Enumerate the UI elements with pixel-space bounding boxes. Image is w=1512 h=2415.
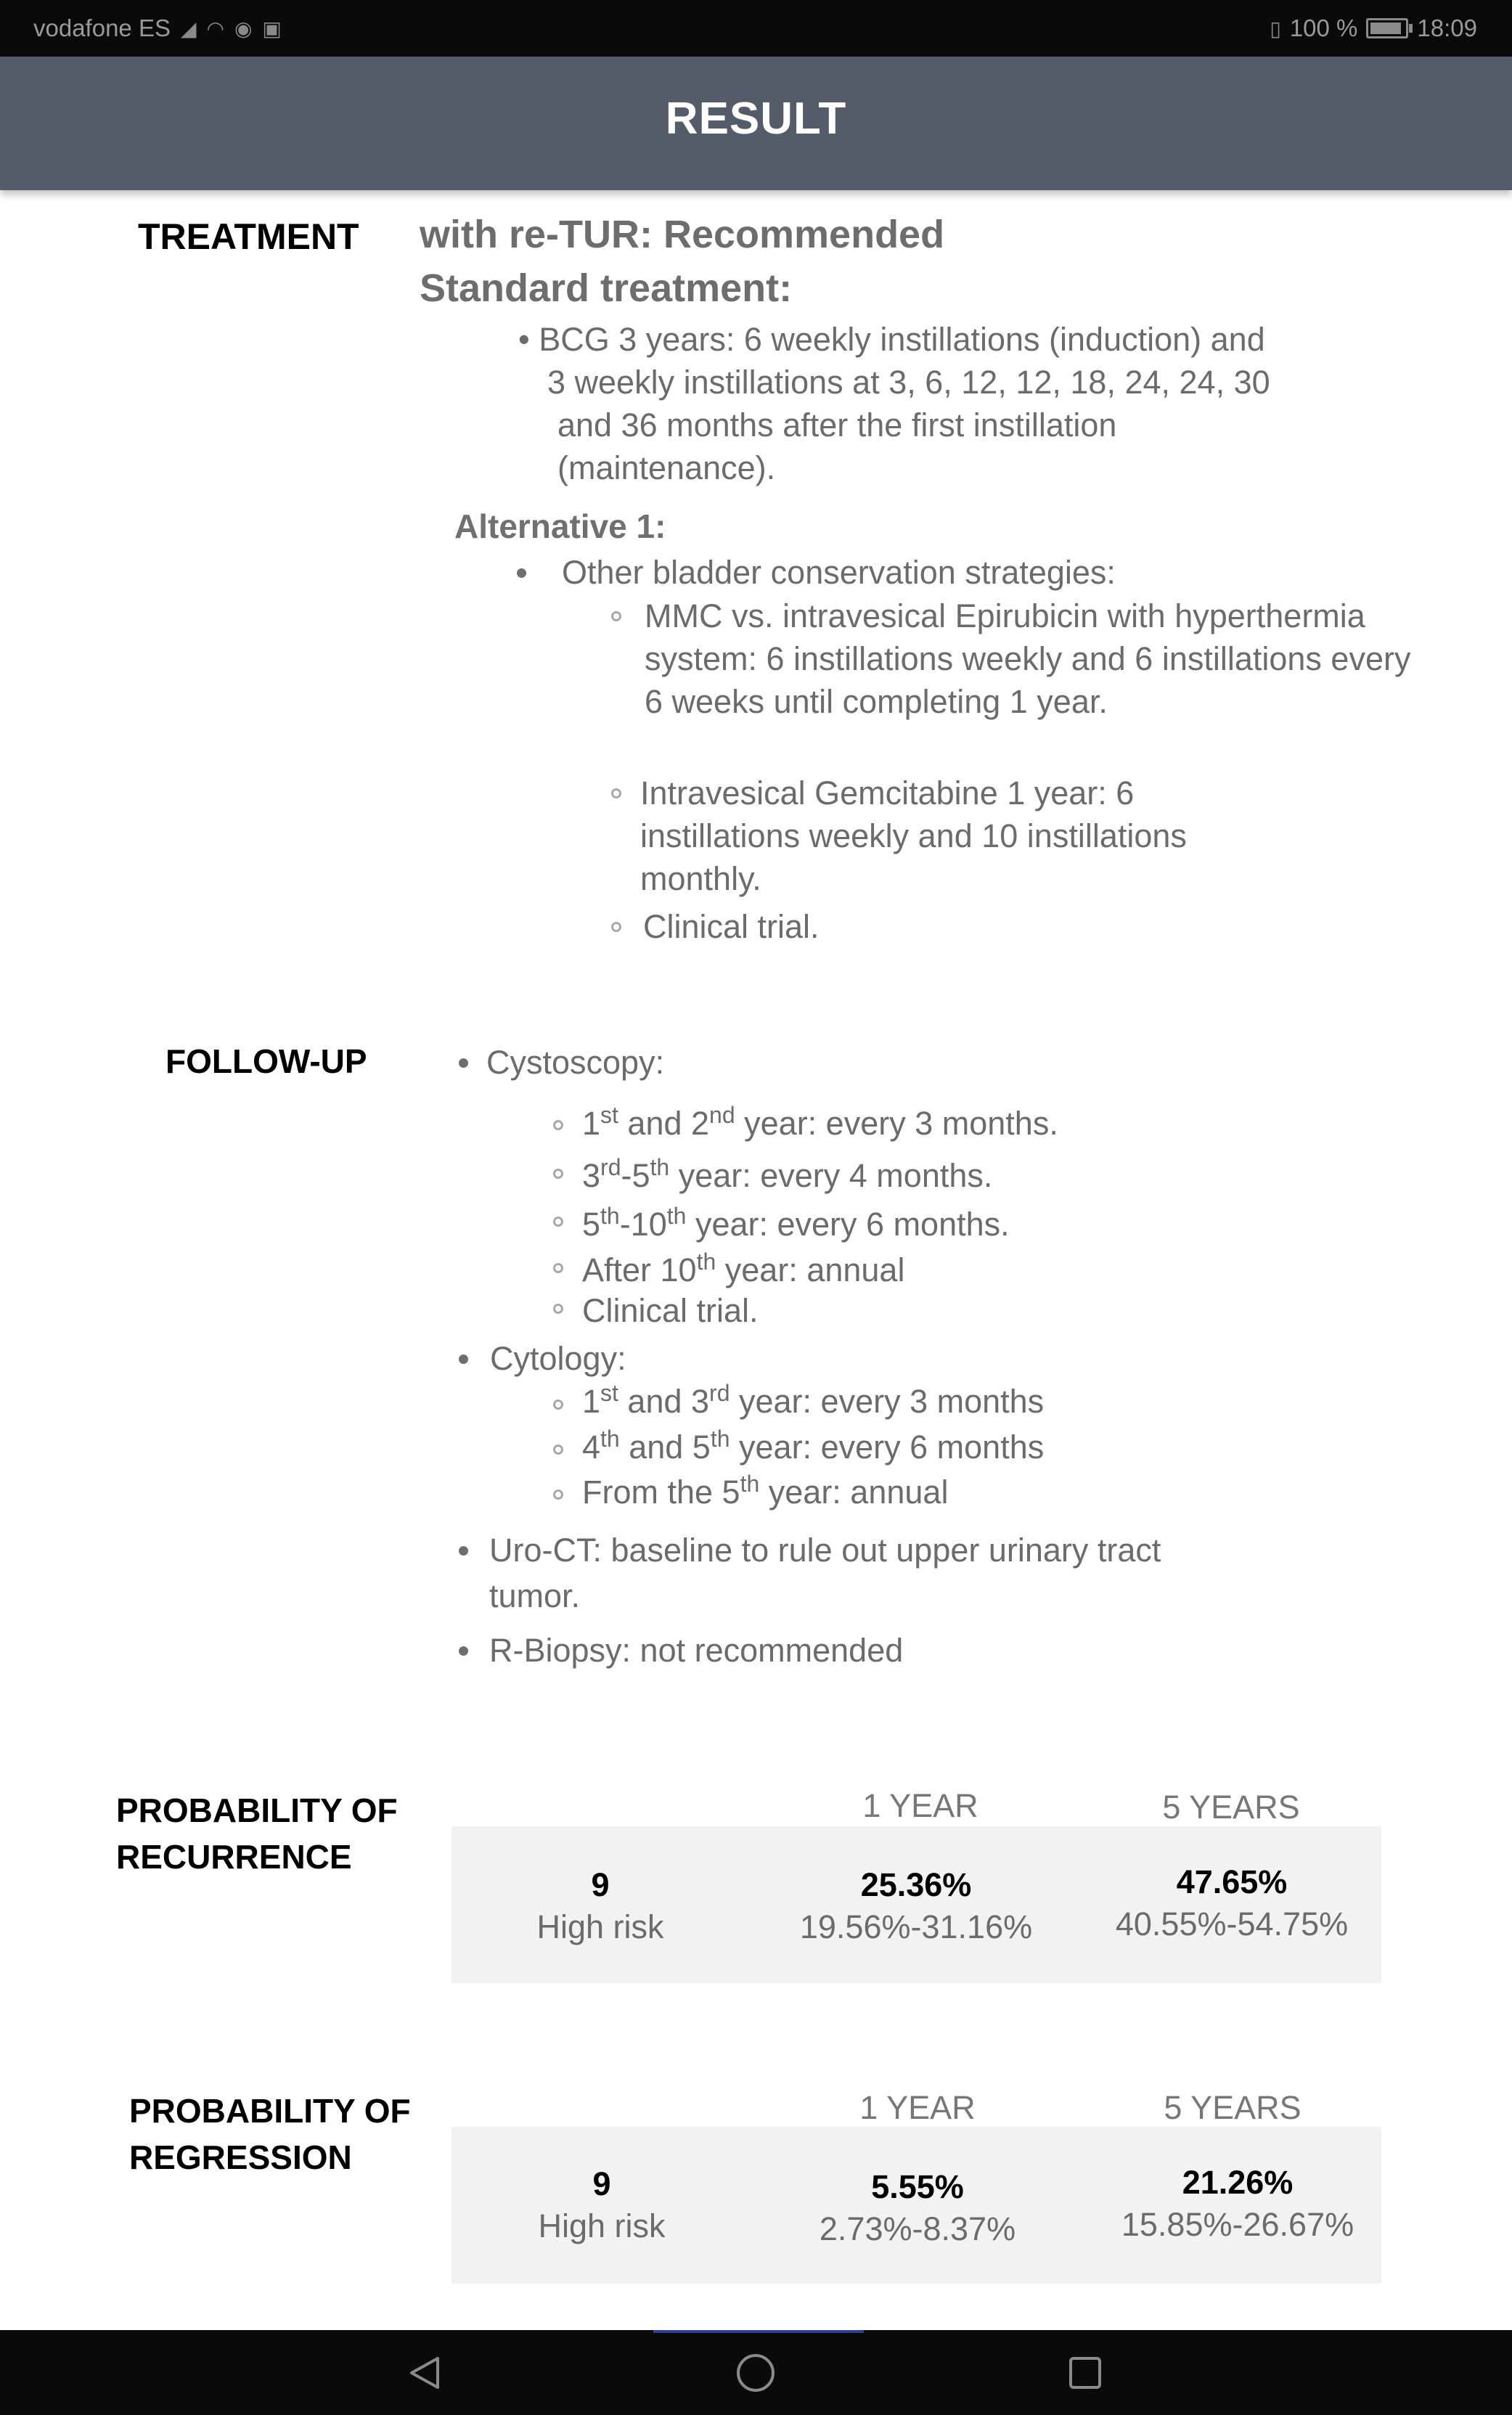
vibrate-icon: ▯: [1270, 17, 1281, 40]
bullet-icon: [459, 1058, 468, 1068]
cytology-item-3: From the 5th year: annual: [582, 1471, 949, 1511]
standard-treatment-title: Standard treatment:: [420, 266, 793, 310]
cystoscopy-item-1: 1st and 2nd year: every 3 months.: [582, 1102, 1058, 1142]
sub-bullet-icon: [553, 1120, 563, 1130]
gemcitabine-line-3: monthly.: [640, 860, 761, 897]
bullet-icon: [459, 1646, 468, 1656]
notification-icon: ▣: [262, 17, 282, 40]
recurrence-1-year-value: 25.36%: [860, 1866, 972, 1903]
battery-icon: [1366, 18, 1408, 38]
recurrence-col-1-year: 1 YEAR: [862, 1787, 978, 1824]
sub-bullet-icon: [611, 788, 621, 798]
recurrence-5-year-cell: [1094, 1861, 1370, 1945]
regression-label: PROBABILITY OF REGRESSION: [129, 2092, 411, 2176]
regression-risk: High risk: [538, 2207, 666, 2244]
clinical-trial-text: Clinical trial.: [643, 908, 820, 945]
battery-percent: 100 %: [1289, 15, 1358, 41]
cystoscopy-title: Cystoscopy:: [486, 1044, 665, 1081]
recurrence-label: PROBABILITY OF RECURRENCE: [116, 1791, 398, 1876]
standard-line-4: (maintenance).: [557, 449, 776, 486]
standard-line-2: 3 weekly instillations at 3, 6, 12, 12, 18, 24, 24, 30: [547, 364, 1270, 401]
recurrence-5-year-value: 47.65%: [1176, 1863, 1288, 1900]
uro-ct-line-2: tumor.: [489, 1577, 581, 1614]
cytology-item-1: 1st and 3rd year: every 3 months: [582, 1380, 1045, 1420]
clock: 18:09: [1417, 15, 1477, 41]
uro-ct-line-1: Uro-CT: baseline to rule out upper urinary tract: [489, 1532, 1161, 1569]
gemcitabine-line-1: Intravesical Gemcitabine 1 year: 6: [640, 775, 1135, 812]
regression-1-year-cell: [780, 2166, 1055, 2250]
sub-bullet-icon: [553, 1444, 563, 1455]
navigation-bar: [0, 2330, 1512, 2415]
carrier-name: vodafone ES: [33, 15, 171, 41]
bullet-icon: [517, 568, 526, 578]
recurrence-score: 9: [591, 1866, 610, 1903]
recurrence-1-year-cell: [778, 1864, 1054, 1948]
cystoscopy-item-3: 5th-10th year: every 6 months.: [582, 1203, 1010, 1243]
treatment-headline: with re-TUR: Recommended: [420, 213, 945, 256]
regression-1-year-range: 2.73%-8.37%: [819, 2210, 1016, 2247]
bullet-icon: [459, 1546, 468, 1556]
treatment-label: TREATMENT: [138, 216, 359, 257]
chrome-icon: ◉: [234, 17, 253, 40]
recurrence-col-5-years: 5 YEARS: [1162, 1789, 1300, 1826]
signal-icon: ◢: [180, 17, 197, 40]
mmc-line-1: MMC vs. intravesical Epirubicin with hyperthermia: [645, 597, 1365, 634]
mmc-line-3: 6 weeks until completing 1 year.: [645, 683, 1108, 720]
regression-score: 9: [592, 2165, 611, 2202]
cystoscopy-item-2: 3rd-5th year: every 4 months.: [582, 1154, 993, 1194]
recurrence-1-year-range: 19.56%-31.16%: [799, 1908, 1033, 1945]
cytology-item-2: 4th and 5th year: every 6 months: [582, 1426, 1045, 1466]
scroll-indicator: [653, 2330, 864, 2333]
cytology-title: Cytology:: [490, 1340, 626, 1377]
regression-5-year-cell: [1100, 2162, 1376, 2246]
status-bar: [0, 0, 1512, 57]
standard-line-1: • BCG 3 years: 6 weekly instillations (induction) and: [518, 321, 1265, 358]
recurrence-score-cell: [462, 1864, 738, 1948]
recurrence-risk: High risk: [536, 1908, 664, 1945]
wifi-icon: ◠: [206, 17, 224, 40]
regression-col-1-year: 1 YEAR: [859, 2089, 976, 2126]
sub-bullet-icon: [553, 1490, 563, 1500]
regression-score-cell: [464, 2163, 740, 2247]
regression-table: [451, 2127, 1381, 2284]
gemcitabine-line-2: instillations weekly and 10 instillations: [640, 817, 1187, 854]
cystoscopy-item-4: After 10th year: annual: [582, 1249, 905, 1288]
back-icon: [404, 2353, 445, 2393]
sub-bullet-icon: [611, 922, 621, 932]
recurrence-5-year-range: 40.55%-54.75%: [1115, 1905, 1349, 1942]
sub-bullet-icon: [553, 1217, 563, 1227]
mmc-line-2: system: 6 instillations weekly and 6 instillations every: [645, 640, 1411, 677]
sub-bullet-icon: [553, 1304, 563, 1314]
regression-5-year-value: 21.26%: [1182, 2164, 1294, 2201]
app-bar: [0, 57, 1512, 190]
standard-line-3: and 36 months after the first instillation: [557, 406, 1117, 444]
regression-col-5-years: 5 YEARS: [1164, 2089, 1301, 2126]
home-button[interactable]: [730, 2347, 781, 2398]
back-button[interactable]: [399, 2347, 450, 2398]
regression-1-year-value: 5.55%: [871, 2168, 964, 2205]
sub-bullet-icon: [553, 1263, 563, 1273]
alternative-bullet: Other bladder conservation strategies:: [562, 554, 1116, 591]
sub-bullet-icon: [553, 1169, 563, 1179]
regression-5-year-range: 15.85%-26.67%: [1121, 2206, 1354, 2243]
recurrence-table: [451, 1826, 1381, 1983]
home-icon: [734, 2351, 777, 2395]
cystoscopy-item-5: Clinical trial.: [582, 1292, 759, 1329]
recents-icon: [1065, 2353, 1106, 2393]
page-title: RESULT: [665, 94, 847, 144]
follow-up-label: FOLLOW-UP: [165, 1042, 367, 1080]
r-biopsy-text: R-Biopsy: not recommended: [489, 1632, 904, 1669]
sub-bullet-icon: [611, 611, 621, 621]
alternative-title: Alternative 1:: [454, 507, 666, 545]
sub-bullet-icon: [553, 1399, 563, 1410]
recents-button[interactable]: [1060, 2347, 1111, 2398]
bullet-icon: [459, 1354, 468, 1364]
